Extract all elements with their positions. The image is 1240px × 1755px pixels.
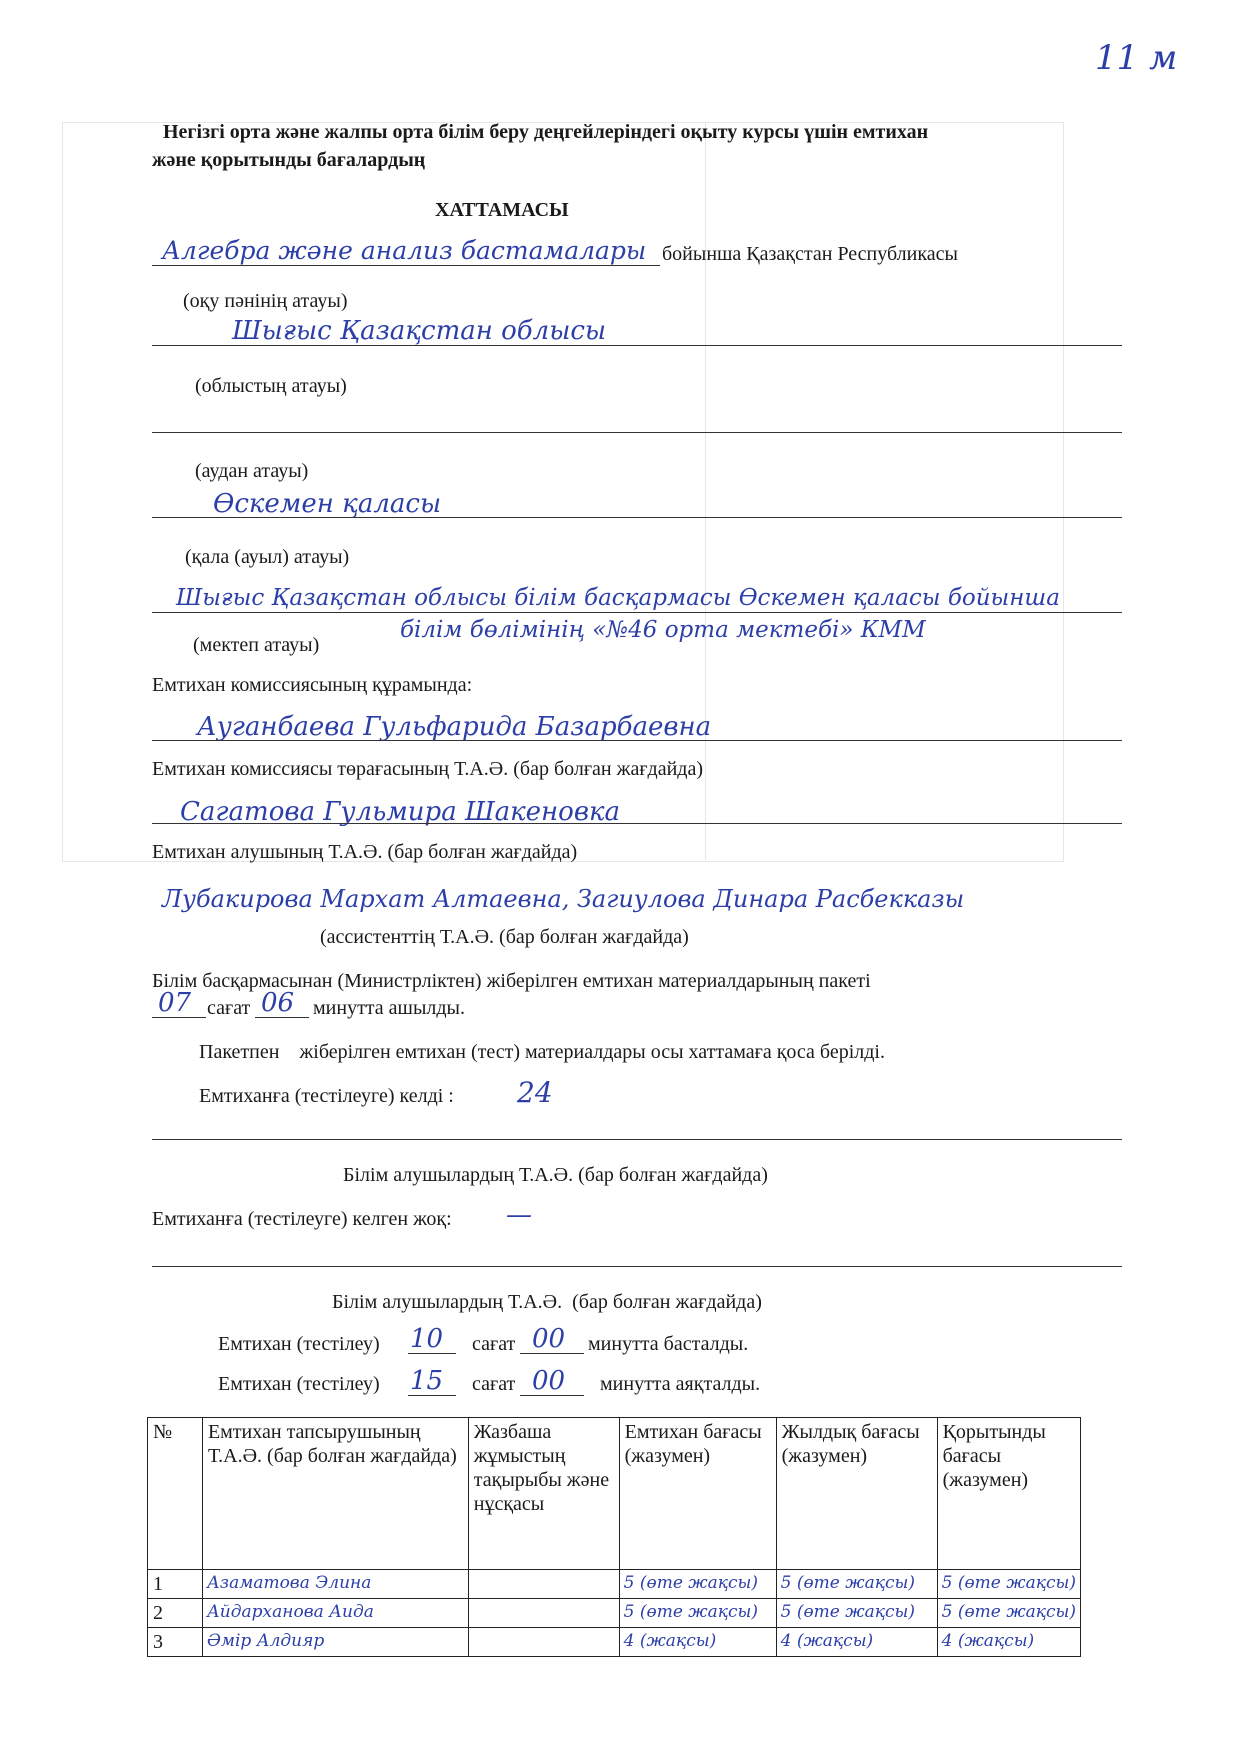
row-number: 1 [148, 1570, 203, 1599]
header-written-work-topic: Жазбаша жұмыстың тақырыбы және нұсқасы [468, 1418, 619, 1570]
commission-label: Емтихан комиссиясының құрамында: [152, 674, 473, 696]
end-hour-label: сағат [472, 1373, 516, 1395]
header-exam-grade: Емтихан бағасы (жазумен) [619, 1418, 776, 1570]
assistants-caption: (ассистенттің Т.А.Ә. (бар болған жағдайда) [320, 926, 689, 948]
school-value-line-2: білім бөлімінің «№46 орта мектебі» КММ [400, 617, 926, 643]
absent-value: — [506, 1200, 532, 1230]
chair-underline [152, 740, 1122, 741]
chair-caption: Емтихан комиссиясы төрағасының Т.А.Ә. (бар болған жағдайда) [152, 758, 703, 780]
header-number: № [148, 1418, 203, 1570]
header-final-grade: Қорытынды бағасы (жазумен) [937, 1418, 1080, 1570]
examiner-name: Сагатова Гульмира Шакеновка [180, 797, 620, 827]
subject-underline [152, 265, 660, 266]
start-hour-value: 10 [410, 1324, 444, 1354]
row-exam-grade: 4 (жақсы) [619, 1628, 776, 1657]
came-underline [152, 1139, 1122, 1140]
row-topic [468, 1570, 619, 1599]
examiner-caption: Емтихан алушының Т.А.Ә. (бар болған жағдайда) [152, 841, 578, 863]
document-title: ХАТТАМАСЫ [435, 199, 569, 221]
table-row [148, 1570, 1081, 1599]
end-prefix: Емтихан (тестілеу) [218, 1373, 380, 1395]
assistants-names: Лубакирова Мархат Алтаевна, Загиулова Динара Расбекказы [162, 885, 965, 913]
row-annual-grade: 5 (өте жақсы) [776, 1599, 937, 1628]
start-prefix: Емтихан (тестілеу) [218, 1333, 380, 1355]
examiner-underline [152, 823, 1122, 824]
school-caption: (мектеп атауы) [193, 634, 320, 656]
package-hour-label: сағат [207, 997, 251, 1019]
table-row [148, 1599, 1081, 1628]
district-underline [152, 432, 1122, 433]
subject-value: Алгебра және анализ бастамалары [162, 236, 647, 265]
school-underline [152, 612, 1122, 613]
end-suffix: минутта аяқталды. [600, 1373, 761, 1395]
came-value: 24 [517, 1076, 553, 1109]
header-annual-grade: Жылдық бағасы (жазумен) [776, 1418, 937, 1570]
bleed-through-column [705, 122, 707, 860]
row-exam-grade: 5 (өте жақсы) [619, 1599, 776, 1628]
row-annual-grade: 5 (өте жақсы) [776, 1570, 937, 1599]
subject-caption: (оқу пәнінің атауы) [183, 290, 348, 312]
start-hour-label: сағат [472, 1333, 516, 1355]
absent-label: Емтиханға (тестілеуге) келген жоқ: [152, 1208, 452, 1230]
region-caption: (облыстың атауы) [195, 375, 347, 397]
row-annual-grade: 4 (жақсы) [776, 1628, 937, 1657]
start-suffix: минутта басталды. [588, 1333, 749, 1355]
heading-line-2: және қорытынды бағалардың [152, 149, 426, 171]
grades-table [147, 1417, 1081, 1657]
row-examinee-name: Азаматова Элина [202, 1570, 468, 1599]
end-minute-value: 00 [532, 1366, 566, 1396]
school-value-line-1: Шығыс Қазақстан облысы білім басқармасы Өскемен қаласы бойынша [176, 585, 1060, 611]
row-final-grade: 5 (өте жақсы) [937, 1570, 1080, 1599]
city-caption: (қала (ауыл) атауы) [185, 546, 350, 568]
came-caption: Білім алушылардың Т.А.Ә. (бар болған жағдайда) [343, 1164, 768, 1186]
region-value: Шығыс Қазақстан облысы [232, 316, 607, 346]
city-value: Өскемен қаласы [213, 489, 442, 519]
row-final-grade: 4 (жақсы) [937, 1628, 1080, 1657]
row-examinee-name: Әмір Алдияр [202, 1628, 468, 1657]
row-number: 3 [148, 1628, 203, 1657]
package-minute-label: минутта ашылды. [313, 997, 465, 1019]
row-examinee-name: Айдарханова Аида [202, 1599, 468, 1628]
package-attached: Пакетпен жіберілген емтихан (тест) материалдары осы хаттамаға қоса берілді. [199, 1041, 885, 1063]
package-hour-value: 07 [158, 988, 192, 1018]
chair-name: Ауганбаева Гульфарида Базарбаевна [197, 712, 712, 742]
end-hour-value: 15 [410, 1366, 444, 1396]
subject-suffix: бойынша Қазақстан Республикасы [662, 243, 958, 265]
package-line: Білім басқармасынан (Министрліктен) жіберілген емтихан материалдарының пакеті [152, 970, 871, 992]
table-row [148, 1628, 1081, 1657]
package-minute-value: 06 [261, 988, 295, 1018]
district-caption: (аудан атауы) [195, 460, 309, 482]
row-final-grade: 5 (өте жақсы) [937, 1599, 1080, 1628]
row-topic [468, 1599, 619, 1628]
heading-line-1: Негізгі орта және жалпы орта білім беру деңгейлеріндегі оқыту курсы үшін емтихан [163, 121, 929, 143]
absent-caption: Білім алушылардың Т.А.Ә. (бар болған жағдайда) [332, 1291, 762, 1313]
page-number: 11 м [1095, 38, 1178, 78]
row-topic [468, 1628, 619, 1657]
came-label: Емтиханға (тестілеуге) келді : [199, 1085, 454, 1107]
row-number: 2 [148, 1599, 203, 1628]
start-minute-value: 00 [532, 1324, 566, 1354]
absent-underline [152, 1266, 1122, 1267]
grades-table-header-row [148, 1418, 1081, 1570]
row-exam-grade: 5 (өте жақсы) [619, 1570, 776, 1599]
header-examinee-name: Емтихан тапсырушының Т.А.Ә. (бар болған жағдайда) [202, 1418, 468, 1570]
